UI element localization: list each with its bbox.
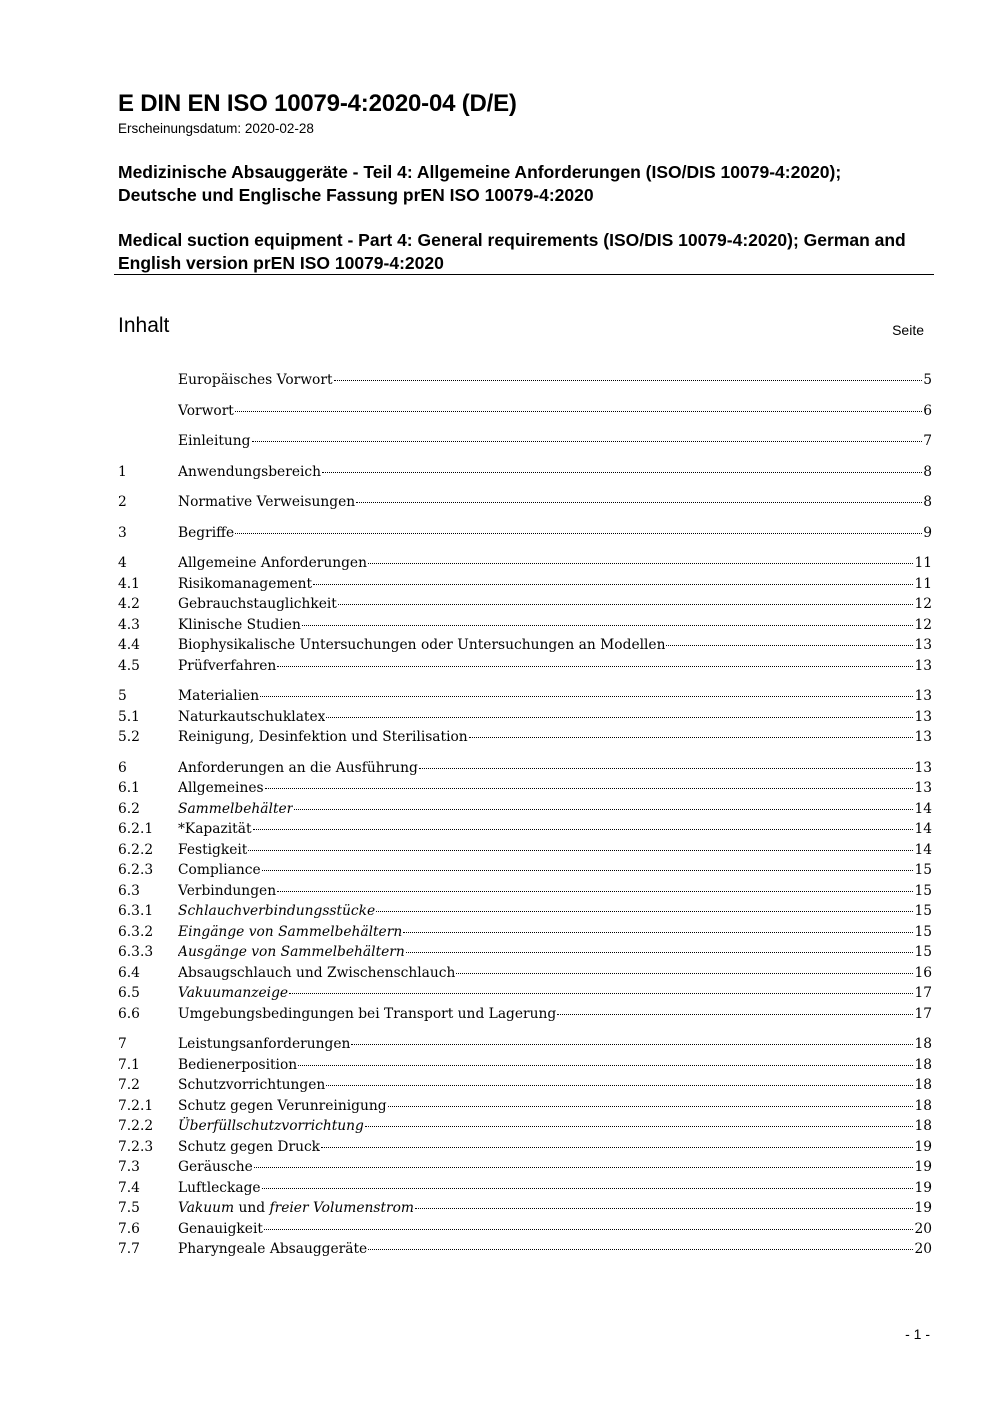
toc-entry-title: Allgemeine Anforderungen xyxy=(178,555,367,571)
toc-entry-number: 4 xyxy=(118,555,127,571)
toc-entry-page: 13 xyxy=(914,780,932,796)
publication-date: Erscheinungsdatum: 2020-02-28 xyxy=(118,121,314,136)
toc-entry-title: Schlauchverbindungsstücke xyxy=(178,903,376,919)
toc-entry-number: 2 xyxy=(118,494,127,510)
toc-dot-leader xyxy=(415,1208,913,1209)
toc-entry[interactable] xyxy=(118,1055,932,1076)
toc-entry-number: 5.2 xyxy=(118,729,140,745)
toc-page-column-label: Seite xyxy=(892,322,924,338)
toc-entry-page: 9 xyxy=(923,524,932,541)
toc-entry[interactable] xyxy=(118,983,932,1004)
toc-entry-number: 6.2.3 xyxy=(118,862,154,878)
toc-entry[interactable] xyxy=(118,523,932,544)
toc-entry-page: 15 xyxy=(914,903,932,919)
toc-dot-leader xyxy=(277,891,913,892)
toc-entry-page: 7 xyxy=(923,433,932,449)
toc-entry-number: 6.3 xyxy=(118,882,140,899)
toc-entry-page: 20 xyxy=(914,1220,932,1237)
toc-entry[interactable] xyxy=(118,860,932,881)
toc-entry-number: 6.5 xyxy=(118,985,140,1001)
toc-dot-leader xyxy=(235,533,922,534)
toc-entry-title: *Kapazität xyxy=(178,821,252,837)
toc-entry-page: 18 xyxy=(914,1077,932,1093)
toc-heading: Inhalt xyxy=(118,314,170,337)
toc-entry-title: Luftleckage xyxy=(178,1179,261,1196)
toc-entry-title: Schutz gegen Druck xyxy=(178,1138,321,1155)
toc-entry-title: Reinigung, Desinfektion und Sterilisation xyxy=(178,729,468,745)
toc-entry[interactable] xyxy=(118,840,932,861)
toc-dot-leader xyxy=(248,850,913,851)
toc-entry[interactable] xyxy=(118,819,932,840)
toc-group xyxy=(118,370,932,391)
toc-dot-leader xyxy=(302,625,914,626)
toc-entry-page: 12 xyxy=(914,616,932,633)
toc-entry-title: Überfüllschutzvorrichtung xyxy=(178,1118,364,1134)
toc-entry-page: 18 xyxy=(914,1097,932,1114)
toc-entry[interactable] xyxy=(118,881,932,902)
toc-entry-title: Verbindungen xyxy=(178,882,277,899)
toc-entry[interactable] xyxy=(118,1116,932,1137)
toc-entry-title: Biophysikalische Untersuchungen oder Untersuchungen an Modellen xyxy=(178,637,666,653)
toc-entry-number: 6.2 xyxy=(118,800,140,817)
toc-dot-leader xyxy=(334,380,923,381)
toc-entry-number: 4.5 xyxy=(118,657,140,674)
toc-entry-number: 6.3.2 xyxy=(118,923,154,940)
toc-entry-number: 6.4 xyxy=(118,964,140,981)
toc-dot-leader xyxy=(322,472,922,473)
toc-entry-number: 7.2.2 xyxy=(118,1118,154,1134)
toc-dot-leader xyxy=(666,645,913,646)
toc-entry-page: 19 xyxy=(914,1200,932,1216)
toc-group xyxy=(118,401,932,422)
toc-entry-page: 17 xyxy=(914,1005,932,1022)
toc-entry-title: Anforderungen an die Ausführung xyxy=(178,759,418,776)
toc-entry-page: 19 xyxy=(914,1159,932,1175)
toc-entry-title: Sammelbehälter xyxy=(178,800,294,817)
toc-entry[interactable] xyxy=(118,553,932,574)
toc-entry-page: 13 xyxy=(914,688,932,704)
toc-dot-leader xyxy=(313,584,913,585)
toc-entry-number: 7 xyxy=(118,1036,127,1052)
toc-entry-title: Schutzvorrichtungen xyxy=(178,1077,326,1093)
toc-entry[interactable] xyxy=(118,727,932,748)
toc-entry-number: 6.2.2 xyxy=(118,841,154,858)
toc-entry-number: 6.6 xyxy=(118,1005,140,1022)
toc-entry-page: 5 xyxy=(923,372,932,388)
toc-entry-title: Schutz gegen Verunreinigung xyxy=(178,1097,387,1114)
toc-entry-title: Prüfverfahren xyxy=(178,657,277,674)
toc-entry-title: Vorwort xyxy=(178,402,234,419)
toc-entry-number: 6.2.1 xyxy=(118,821,154,837)
toc-entry[interactable] xyxy=(118,1034,932,1055)
toc-entry-page: 8 xyxy=(923,494,932,510)
toc-dot-leader xyxy=(321,1147,913,1148)
toc-dot-leader xyxy=(264,1229,914,1230)
toc-dot-leader xyxy=(406,952,914,953)
toc-entry[interactable] xyxy=(118,1075,932,1096)
toc-entry-title: Geräusche xyxy=(178,1159,253,1175)
toc-entry-page: 18 xyxy=(914,1036,932,1052)
page-number: - 1 - xyxy=(905,1326,930,1342)
toc-entry-page: 8 xyxy=(923,463,932,480)
toc-dot-leader xyxy=(376,911,913,912)
toc-entry-number: 5 xyxy=(118,688,127,704)
toc-entry-page: 13 xyxy=(914,729,932,745)
toc-entry-number: 7.5 xyxy=(118,1200,140,1216)
toc-entry-number: 1 xyxy=(118,463,127,480)
toc-entry[interactable] xyxy=(118,1178,932,1199)
toc-entry-number: 4.3 xyxy=(118,616,140,633)
toc-entry-page: 12 xyxy=(914,596,932,612)
toc-entry-number: 7.2 xyxy=(118,1077,140,1093)
document-title: E DIN EN ISO 10079-4:2020-04 (D/E) xyxy=(118,90,517,117)
toc-dot-leader xyxy=(368,1249,913,1250)
toc-entry-number: 7.4 xyxy=(118,1179,140,1196)
toc-entry-number: 4.2 xyxy=(118,596,140,612)
toc-dot-leader xyxy=(456,973,913,974)
toc-entry[interactable] xyxy=(118,963,932,984)
toc-entry[interactable] xyxy=(118,401,932,422)
toc-dot-leader xyxy=(289,993,913,994)
toc-entry-title: Europäisches Vorwort xyxy=(178,372,333,388)
toc-group xyxy=(118,686,932,748)
toc-entry-page: 15 xyxy=(914,944,932,960)
toc-entry-page: 11 xyxy=(914,555,932,571)
toc-entry-page: 18 xyxy=(914,1118,932,1134)
toc-dot-leader xyxy=(351,1044,913,1045)
toc-entry-title: Eingänge von Sammelbehältern xyxy=(178,923,403,940)
toc-entry[interactable] xyxy=(118,594,932,615)
toc-dot-leader xyxy=(265,788,914,789)
title-german: Medizinische Absauggeräte - Teil 4: Allgemeine Anforderungen (ISO/DIS 10079-4:2020); Deutsche und Englische Fassung prEN ISO 10079-4:2020 xyxy=(118,162,842,205)
toc-entry-page: 14 xyxy=(914,821,932,837)
toc-entry-page: 19 xyxy=(914,1179,932,1196)
toc-entry-page: 19 xyxy=(914,1138,932,1155)
toc-entry-number: 6 xyxy=(118,759,127,776)
toc-group xyxy=(118,523,932,544)
toc-entry-title: Anwendungsbereich xyxy=(178,463,322,480)
toc-entry-title: Allgemeines xyxy=(178,780,264,796)
toc-group xyxy=(118,431,932,452)
toc-entry-title: Begriffe xyxy=(178,524,235,541)
toc-dot-leader xyxy=(356,502,922,503)
toc-entry-page: 15 xyxy=(914,862,932,878)
toc-dot-leader xyxy=(338,604,914,605)
toc-entry-title: Vakuumanzeige xyxy=(178,985,289,1001)
toc-entry-title: Genauigkeit xyxy=(178,1220,263,1237)
toc-entry[interactable] xyxy=(118,1239,932,1260)
toc-entry-title: Bedienerposition xyxy=(178,1056,298,1073)
toc-entry-number: 6.3.3 xyxy=(118,944,154,960)
toc-entry-title: Naturkautschuklatex xyxy=(178,708,326,725)
toc-dot-leader xyxy=(326,717,913,718)
toc-entry-page: 17 xyxy=(914,985,932,1001)
toc-entry-page: 18 xyxy=(914,1056,932,1073)
toc-entry[interactable] xyxy=(118,431,932,452)
toc-entry-page: 20 xyxy=(914,1241,932,1257)
toc-dot-leader xyxy=(254,1167,914,1168)
toc-dot-leader xyxy=(326,1085,913,1086)
toc-entry[interactable] xyxy=(118,615,932,636)
toc-entry-title: Umgebungsbedingungen bei Transport und Lagerung xyxy=(178,1005,557,1022)
toc-entry-page: 16 xyxy=(914,964,932,981)
toc-entry-title: Klinische Studien xyxy=(178,616,301,633)
toc-entry-title: Risikomanagement xyxy=(178,575,313,592)
toc-entry-number: 6.3.1 xyxy=(118,903,154,919)
toc-entry-page: 14 xyxy=(914,841,932,858)
toc-entry-page: 13 xyxy=(914,657,932,674)
toc-entry-number: 4.4 xyxy=(118,637,140,653)
toc-dot-leader xyxy=(262,1188,914,1189)
toc-entry-title: Festigkeit xyxy=(178,841,248,858)
toc-entry-title: Materialien xyxy=(178,688,260,704)
toc-entry-page: 6 xyxy=(923,402,932,419)
toc-entry[interactable] xyxy=(118,1096,932,1117)
toc-entry-title: Gebrauchstauglichkeit xyxy=(178,596,337,612)
toc-entry-page: 13 xyxy=(914,759,932,776)
toc-entry[interactable] xyxy=(118,778,932,799)
toc-entry[interactable] xyxy=(118,686,932,707)
toc-dot-leader xyxy=(403,932,913,933)
toc-entry-title-part: und xyxy=(234,1200,270,1216)
toc-entry-number: 5.1 xyxy=(118,708,140,725)
toc-entry[interactable] xyxy=(118,635,932,656)
toc-entry-number: 7.1 xyxy=(118,1056,140,1073)
toc-entry[interactable] xyxy=(118,758,932,779)
table-of-contents xyxy=(118,370,932,1270)
toc-entry[interactable] xyxy=(118,942,932,963)
toc-entry-page: 15 xyxy=(914,882,932,899)
toc-entry-title-part: freier Volumenstrom xyxy=(269,1200,414,1216)
toc-entry[interactable] xyxy=(118,492,932,513)
toc-entry[interactable] xyxy=(118,656,932,677)
toc-entry[interactable] xyxy=(118,1198,932,1219)
toc-entry[interactable] xyxy=(118,707,932,728)
toc-entry[interactable] xyxy=(118,462,932,483)
toc-dot-leader xyxy=(253,829,914,830)
toc-entry-number: 7.2.1 xyxy=(118,1097,154,1114)
toc-group xyxy=(118,492,932,513)
toc-entry[interactable] xyxy=(118,574,932,595)
toc-dot-leader xyxy=(557,1014,913,1015)
toc-dot-leader xyxy=(419,768,914,769)
toc-entry[interactable] xyxy=(118,901,932,922)
toc-entry-number: 7.3 xyxy=(118,1159,140,1175)
toc-entry-title-part: Vakuum xyxy=(178,1200,235,1216)
toc-group xyxy=(118,462,932,483)
toc-entry[interactable] xyxy=(118,370,932,391)
toc-group xyxy=(118,1034,932,1260)
toc-entry-title: Einleitung xyxy=(178,433,251,449)
toc-entry-number: 6.1 xyxy=(118,780,140,796)
toc-entry-page: 13 xyxy=(914,708,932,725)
toc-dot-leader xyxy=(260,696,913,697)
toc-entry[interactable] xyxy=(118,922,932,943)
toc-entry-number: 7.6 xyxy=(118,1220,140,1237)
toc-dot-leader xyxy=(277,666,913,667)
toc-entry-title: Ausgänge von Sammelbehältern xyxy=(178,944,405,960)
toc-entry-number: 4.1 xyxy=(118,575,140,592)
toc-entry-page: 11 xyxy=(914,575,932,592)
toc-entry[interactable] xyxy=(118,799,932,820)
toc-entry-title: Compliance xyxy=(178,862,261,878)
toc-entry[interactable] xyxy=(118,1219,932,1240)
toc-dot-leader xyxy=(388,1106,914,1107)
toc-entry[interactable] xyxy=(118,1137,932,1158)
toc-entry-title: Normative Verweisungen xyxy=(178,494,356,510)
toc-entry[interactable] xyxy=(118,1004,932,1025)
header-divider xyxy=(114,274,934,275)
title-english: Medical suction equipment - Part 4: General requirements (ISO/DIS 10079-4:2020); German and English version prEN ISO 10079-4:2020 xyxy=(118,230,906,273)
toc-group xyxy=(118,758,932,1025)
toc-entry-page: 15 xyxy=(914,923,932,940)
toc-entry-title: Absaugschlauch und Zwischenschlauch xyxy=(178,964,456,981)
toc-dot-leader xyxy=(365,1126,914,1127)
toc-entry-title: Pharyngeale Absauggeräte xyxy=(178,1241,368,1257)
toc-dot-leader xyxy=(368,563,913,564)
toc-entry-title xyxy=(178,1198,414,1219)
toc-entry-title: Leistungsanforderungen xyxy=(178,1036,351,1052)
toc-entry-number: 7.2.3 xyxy=(118,1138,154,1155)
toc-entry-page: 13 xyxy=(914,637,932,653)
toc-entry-page: 14 xyxy=(914,800,932,817)
toc-dot-leader xyxy=(262,870,914,871)
toc-dot-leader xyxy=(469,737,914,738)
toc-entry-number: 3 xyxy=(118,524,127,541)
toc-dot-leader xyxy=(294,809,913,810)
toc-dot-leader xyxy=(298,1065,913,1066)
toc-dot-leader xyxy=(235,411,922,412)
toc-entry-number: 7.7 xyxy=(118,1241,140,1257)
toc-dot-leader xyxy=(252,441,923,442)
toc-entry[interactable] xyxy=(118,1157,932,1178)
toc-group xyxy=(118,553,932,676)
